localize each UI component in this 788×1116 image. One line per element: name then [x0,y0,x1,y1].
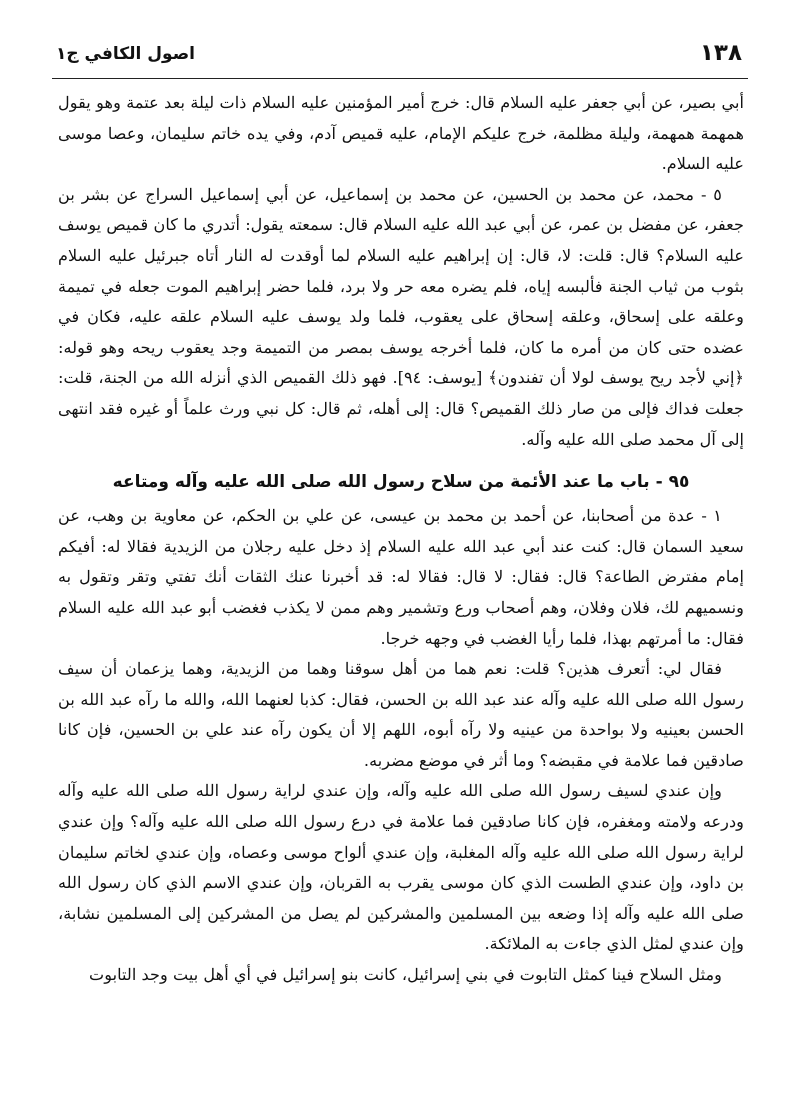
hadith-paragraph: ١ - عدة من أصحابنا، عن أحمد بن محمد بن عيسى، عن علي بن الحكم، عن معاوية بن وهب، عن سعيد السمان قال: كنت عند أبي عبد الله عليه السلام إذ دخل عليه رجلان من الزيدية فقالا له: أفيكم إمام مفترض الطاعة؟ قال: فقال: لا قال: فقالا له: قد أخبرنا عنك الثقات أنك تفتي وتقر وتقول به ونسميهم لك، فلان وفلان، وهم أصحاب ورع وتشمير وهم ممن لا يكذب فغضب أبو عبد الله عليه السلام فقال: ما أمرتهم بهذا، فلما رأيا الغضب في وجهه خرجا. [58,506,744,648]
chapter-heading: ٩٥ - باب ما عند الأئمة من سلاح رسول الله صلى الله عليه وآله ومتاعه [112,472,690,493]
book-title: اصول الكافي ج١ [56,44,195,64]
hadith-paragraph: أبي بصير، عن أبي جعفر عليه السلام قال: خرج أمير المؤمنين عليه السلام ذات ليلة بعد عتمة وهو يقول همهمة همهمة، وليلة مظلمة، خرج عليكم الإمام، عليه قميص آدم، وفي يده خاتم سليمان، وعصا موسى عليه السلام. [58,93,744,174]
hadith-paragraph: وإن عندي لسيف رسول الله صلى الله عليه وآله، وإن عندي لراية رسول الله صلى الله عليه وآله ودرعه ولامته ومغفره، فإن كانا صادقين فما علامة في درع رسول الله صلى الله عليه وآله؟ وإن عندي لراية رسول الله صلى الله عليه وآله المغلبة، وإن عندي ألواح موسى وعصاه، وإن عندي لخاتم سليمان بن داود، وإن عندي الطست الذي كان موسى يقرب به القربان، وإن عندي الاسم الذي كان رسول الله صلى الله عليه وآله إذا وضعه بين المسلمين والمشركين لم يصل من المشركين إلى المسلمين نشابة، وإن عندي لمثل الذي جاءت به الملائكة. [58,781,744,954]
hadith-paragraph: ومثل السلاح فينا كمثل التابوت في بني إسرائيل، كانت بنو إسرائيل في أي أهل بيت وجد التابوت [89,965,722,985]
page-body [58,88,744,991]
hadith-paragraph: فقال لي: أتعرف هذين؟ قلت: نعم هما من أهل سوقنا وهما من الزيدية، وهما يزعمان أن سيف رسول الله صلى الله عليه وآله عند عبد الله بن الحسن، فقال: كذبا لعنهما الله، والله ما رآه عبد الله بن الحسن بعينيه ولا بواحدة من عينيه ولا رآه أبوه، اللهم إلا أن يكون رآه عند علي بن الحسين، فإن كانا صادقين فما علامة في مقبضه؟ وما أثر في موضع مضربه. [58,659,744,770]
page-header [52,38,748,79]
hadith-paragraph: ٥ - محمد، عن محمد بن الحسين، عن محمد بن إسماعيل، عن أبي إسماعيل السراج عن بشر بن جعفر، عن مفضل بن عمر، عن أبي عبد الله عليه السلام قال: سمعته يقول: أتدري ما كان قميص يوسف عليه السلام؟ قال: قلت: لا، قال: إن إبراهيم عليه السلام لما أوقدت له النار أتاه جبرئيل عليه السلام بثوب من ثياب الجنة فألبسه إياه، فلم يضره معه حر ولا برد، فلما حضر إبراهيم الموت جعله في تميمة وعلقه على إسحاق، وعلقه إسحاق على يعقوب، فلما ولد يوسف عليه السلام علقه عليه، فكان في عضده حتى كان من أمره ما كان، فلما أخرجه يوسف بمصر من التميمة وجد يعقوب ريحه وهو قوله: ﴿إني لأجد ريح يوسف لولا أن تفندون﴾ [يوسف: ٩٤]. فهو ذلك القميص الذي أنزله الله من الجنة، قلت: جعلت فداك فإلى من صار ذلك القميص؟ قال: إلى أهله، ثم قال: كل نبي ورث علماً أو غيره فقد انتهى إلى آل محمد صلى الله عليه وآله. [58,184,744,449]
page-number: ١٣٨ [699,40,742,66]
